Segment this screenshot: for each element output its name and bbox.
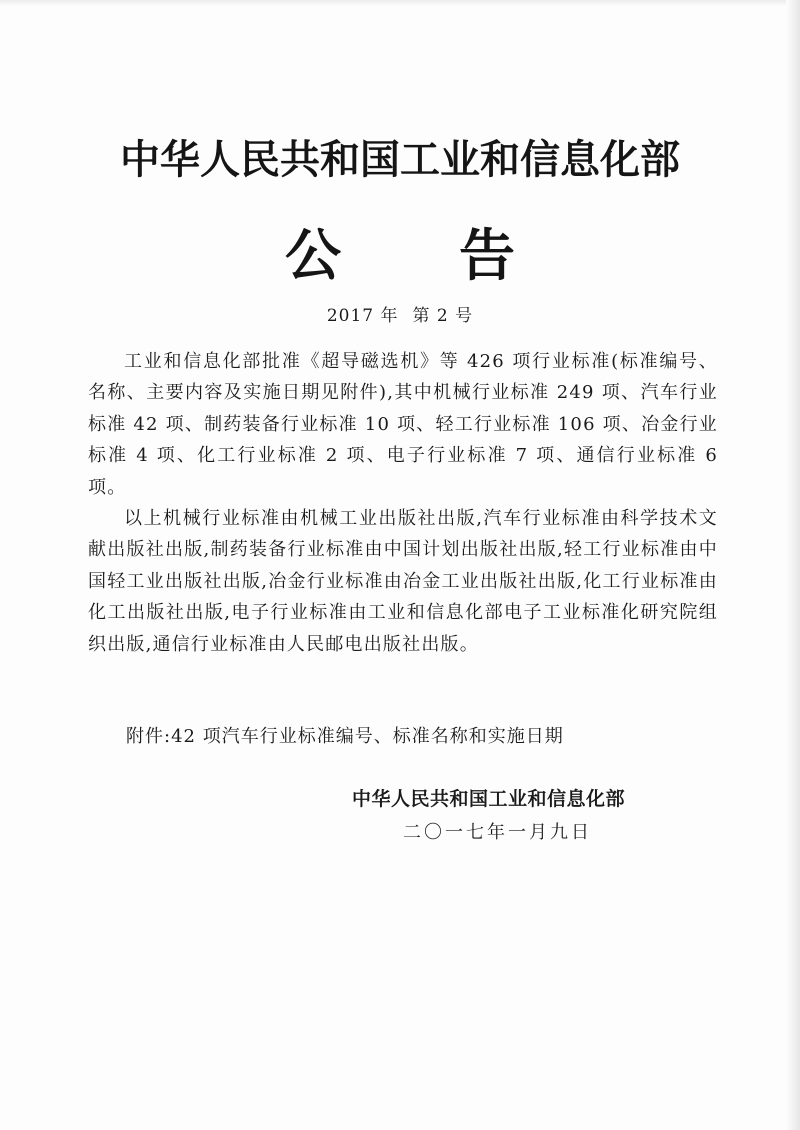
- issuing-authority-header: 中华人民共和国工业和信息化部: [120, 137, 680, 183]
- signature-date: 二〇一七年一月九日: [403, 822, 592, 843]
- notice-title: [0, 212, 800, 292]
- scan-shadow-top: [0, 0, 800, 6]
- body-paragraph-1: 工业和信息化部批准《超导磁选机》等 426 项行业标准(标准编号、名称、主要内容及实施日期见附件),其中机械行业标准 249 项、汽车行业标准 42 项、制药装备行业标准 10 项、轻工行业标准 106 项、冶金行业标准 4 项、化工行业标准 2 项、电子行业标准 7 项、通信行业标准 6 项。: [88, 351, 718, 498]
- notice-title-char-2: 告: [459, 224, 515, 289]
- notice-title-char-1: 公: [285, 224, 341, 289]
- issue-number: 第 2 号: [412, 306, 474, 326]
- attachment-line: 附件:42 项汽车行业标准编号、标准名称和实施日期: [126, 726, 564, 747]
- body-paragraph-2: 以上机械行业标准由机械工业出版社出版,汽车行业标准由科学技术文献出版社出版,制药装备行业标准由中国计划出版社出版,轻工行业标准由中国轻工业出版社出版,冶金行业标准由冶金工业出版社出版,化工行业标准由化工出版社出版,电子行业标准由工业和信息化部电子工业标准化研究院组织出版,通信行业标准由人民邮电出版社出版。: [88, 508, 718, 655]
- issue-year: 2017 年: [326, 306, 399, 326]
- signature-organization: 中华人民共和国工业和信息化部: [352, 788, 626, 810]
- notice-body: [88, 346, 718, 660]
- issue-number-line: [0, 301, 800, 326]
